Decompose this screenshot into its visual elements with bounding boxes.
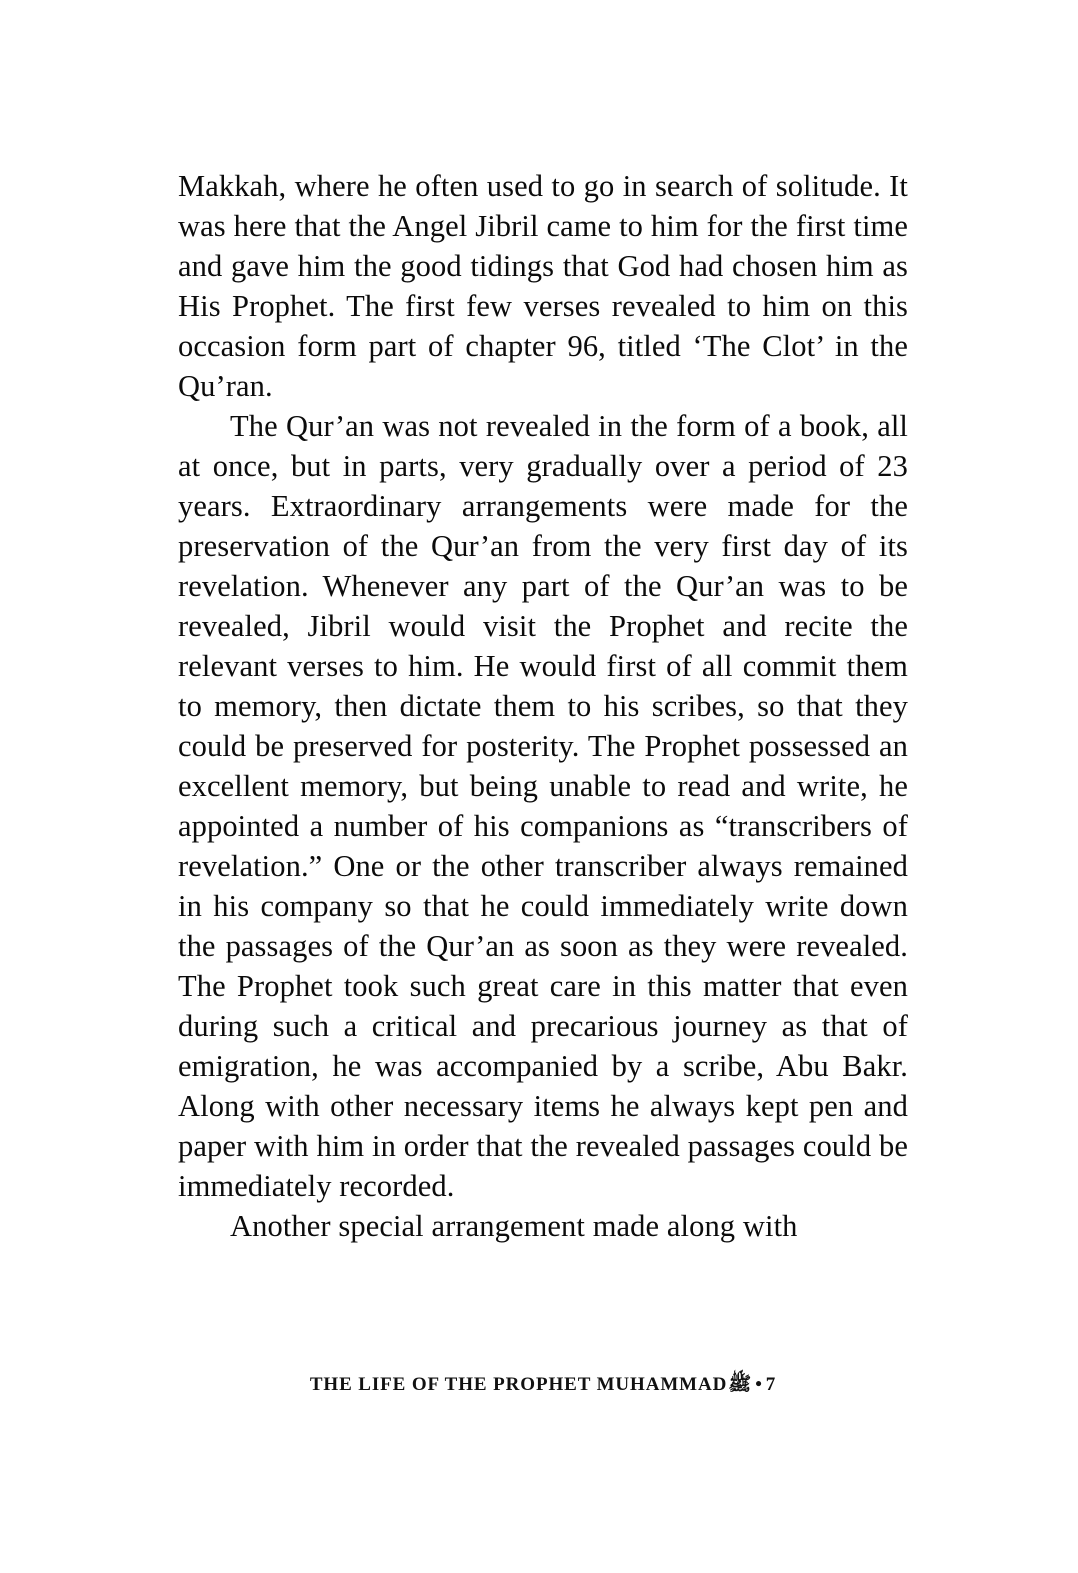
text-column [178,166,908,1246]
footer-separator: • [755,1374,763,1395]
body-paragraph: The Qur’an was not revealed in the form of a book, all at once, but in parts, very gradually over a period of 23 years. Extraordinary arrangements were made for the preservation of the Qur’an from the very first day of its revelation. Whenever any part of the Qur’an was to be revealed, Jibril would visit the Prophet and recite the relevant verses to him. He would first of all commit them to memory, then dictate them to his scribes, so that they could be preserved for posterity. The Prophet possessed an excellent memory, but being unable to read and write, he appointed a number of his companions as “transcribers of revelation.” One or the other transcriber always remained in his company so that he could immediately write down the passages of the Qur’an as soon as they were revealed. The Prophet took such great care in this matter that even during such a critical and precarious journey as that of emigration, he was accompanied by a scribe, Abu Bakr. Along with other necessary items he always kept pen and paper with him in order that the revealed passages could be immediately recorded. [178,409,908,1203]
body-paragraph: Another special arrangement made along with [230,1209,798,1243]
body-paragraph: Makkah, where he often used to go in search of solitude. It was here that the Angel Jibril came to him for the first time and gave him the good tidings that God had chosen him as His Prophet. The first few verses revealed to him on this occasion form part of chapter 96, titled ‘The Clot’ in the Qu’ran. [178,169,908,403]
salutation-glyph-icon: ﷺ [728,1374,752,1395]
running-footer [178,1372,908,1400]
running-head-text: THE LIFE OF THE PROPHET MUHAMMAD [309,1374,728,1395]
page-number: 7 [765,1374,777,1395]
